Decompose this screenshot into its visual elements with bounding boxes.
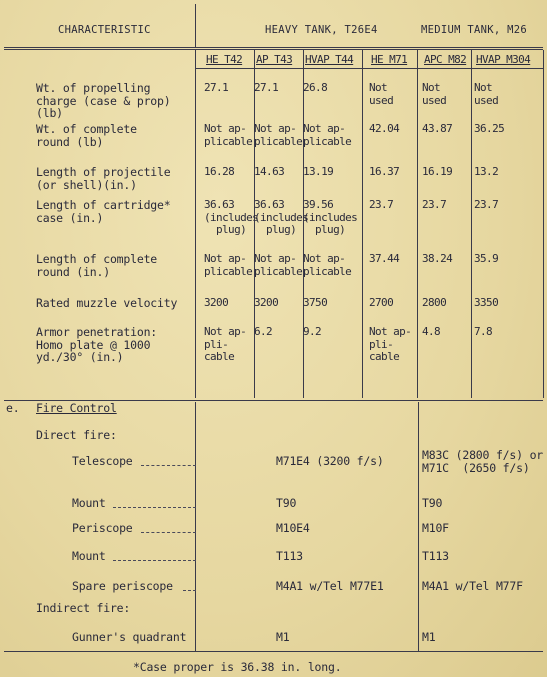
table-cell: plicable (204, 134, 253, 148)
fire-control-label: Telescope (72, 454, 133, 468)
row-label: Rated muzzle velocity (36, 296, 178, 310)
column-header: HE T42 (206, 53, 243, 66)
fire-control-heavy: M71E4 (3200 f/s) (276, 454, 384, 468)
fire-control-label: Gunner's quadrant (72, 630, 187, 644)
table-cell: pli- (369, 337, 394, 351)
table-cell: 13.19 (303, 165, 334, 178)
table-cell: plicable (254, 134, 303, 148)
fire-control-medium: M1 (422, 630, 436, 644)
table-cell: 23.7 (474, 198, 499, 211)
table-cell: Not (422, 81, 441, 94)
table-cell: 35.9 (474, 252, 499, 265)
direct-fire-label: Direct fire: (36, 428, 117, 442)
row-label: (or shell)(in.) (36, 177, 137, 192)
column-header: HE M71 (371, 53, 408, 66)
fire-control-heavy: T90 (276, 496, 297, 510)
table-cell: 36.25 (474, 122, 505, 135)
table-cell: Not ap- (204, 122, 247, 135)
table-cell: (includes (204, 210, 259, 224)
table-cell: 3200 (204, 296, 229, 309)
rule-line (418, 402, 419, 651)
row-label: case (in.) (36, 210, 104, 225)
table-cell: used (369, 93, 394, 107)
row-label: Homo plate @ 1000 (36, 337, 151, 352)
row-label: Length of complete (36, 252, 158, 266)
row-label: round (lb) (36, 134, 104, 149)
table-cell: 27.1 (204, 81, 229, 94)
table-cell: plug) (266, 223, 297, 236)
table-cell: 16.37 (369, 165, 400, 178)
table-cell: 43.87 (422, 122, 453, 135)
rule-line (303, 50, 304, 398)
row-label: yd./30° (in.) (36, 350, 124, 364)
row-label: Length of projectile (36, 165, 171, 179)
fire-control-medium: M4A1 w/Tel M77F (422, 579, 523, 593)
column-header: APC M82 (424, 53, 467, 66)
fire-control-medium: M10F (422, 521, 449, 535)
table-cell: 2800 (422, 296, 447, 309)
table-cell: 37.44 (369, 252, 400, 265)
row-label: Armor penetration: (36, 325, 158, 339)
table-cell: Not ap- (303, 252, 346, 265)
fire-control-medium: M83C (2800 f/s) or (422, 448, 544, 462)
column-header: HVAP T44 (305, 53, 354, 66)
table-cell: Not ap- (204, 325, 247, 338)
row-label: (lb) (36, 106, 63, 120)
section-title: Fire Control (36, 401, 117, 415)
rule-line (195, 50, 196, 398)
table-cell: Not ap- (303, 122, 346, 135)
table-cell: plicable (204, 264, 253, 278)
leader-dash (183, 590, 196, 591)
table-cell: 23.7 (422, 198, 447, 211)
rule-line (254, 50, 255, 398)
leader-dash (141, 532, 196, 533)
table-cell: Not ap- (254, 252, 297, 265)
fire-control-heavy: M10E4 (276, 521, 310, 535)
fire-control-medium: T113 (422, 549, 449, 563)
column-header: HVAP M304 (476, 53, 531, 66)
table-cell: plug) (315, 223, 346, 236)
fire-control-label: Periscope (72, 521, 133, 535)
row-label: Wt. of propelling (36, 81, 151, 95)
table-cell: 36.63 (254, 198, 285, 211)
table-cell: used (474, 93, 499, 107)
table-cell: 27.1 (254, 81, 279, 94)
rule-line (471, 50, 472, 398)
fire-control-label: Spare periscope (72, 579, 173, 593)
table-cell: 2700 (369, 296, 394, 309)
table-cell: 23.7 (369, 198, 394, 211)
table-cell: 6.2 (254, 325, 273, 338)
table-cell: cable (369, 350, 400, 363)
fire-control-heavy: M4A1 w/Tel M77E1 (276, 579, 384, 593)
table-cell: Not (474, 81, 493, 94)
header-medium-tank: MEDIUM TANK, M26 (421, 24, 527, 36)
header-heavy-tank: HEAVY TANK, T26E4 (265, 24, 378, 36)
row-label: Wt. of complete (36, 122, 137, 136)
rule-line (362, 50, 363, 398)
table-cell: 16.28 (204, 165, 235, 178)
leader-dash (113, 560, 196, 561)
column-header: AP T43 (256, 53, 293, 66)
table-cell: 13.2 (474, 165, 499, 178)
row-label: round (in.) (36, 264, 110, 279)
table-cell: Not ap- (254, 122, 297, 135)
table-cell: pli- (204, 337, 229, 351)
footnote: *Case proper is 36.38 in. long. (133, 660, 342, 674)
table-cell: 3750 (303, 296, 328, 309)
table-cell: (includes (254, 210, 309, 224)
table-cell: 14.63 (254, 165, 285, 178)
rule-line (417, 50, 418, 398)
rule-line (195, 402, 196, 651)
table-cell: plug) (216, 223, 247, 236)
header-characteristic: CHARACTERISTIC (58, 24, 151, 36)
fire-control-medium: M71C (2650 f/s) (422, 461, 530, 475)
indirect-fire-label: Indirect fire: (36, 601, 131, 615)
leader-dash (113, 507, 196, 508)
table-cell: Not ap- (369, 325, 412, 338)
table-cell: 36.63 (204, 198, 235, 211)
fire-control-heavy: T113 (276, 549, 303, 563)
table-cell: used (422, 93, 447, 107)
table-cell: plicable (303, 134, 352, 148)
fire-control-label: Mount (72, 549, 106, 563)
section-letter: e. (6, 401, 20, 415)
leader-dash (141, 465, 196, 466)
table-cell: 7.8 (474, 325, 493, 338)
row-label: Length of cartridge* (36, 198, 171, 212)
table-cell: 39.56 (303, 198, 334, 211)
row-label: charge (case & prop) (36, 93, 171, 108)
table-cell: 16.19 (422, 165, 453, 178)
table-cell: 9.2 (303, 325, 322, 338)
rule-line (543, 50, 544, 398)
table-cell: Not ap- (204, 252, 247, 265)
fire-control-label: Mount (72, 496, 106, 510)
table-cell: 42.04 (369, 122, 400, 135)
table-cell: 26.8 (303, 81, 328, 94)
table-cell: Not (369, 81, 388, 94)
table-cell: plicable (254, 264, 303, 278)
table-cell: (includes (303, 210, 358, 224)
table-cell: plicable (303, 264, 352, 278)
table-cell: 3200 (254, 296, 279, 309)
table-cell: cable (204, 350, 235, 363)
rule-line (195, 68, 543, 69)
fire-control-medium: T90 (422, 496, 443, 510)
fire-control-heavy: M1 (276, 630, 290, 644)
table-cell: 38.24 (422, 252, 453, 265)
table-cell: 4.8 (422, 325, 441, 338)
table-cell: 3350 (474, 296, 499, 309)
